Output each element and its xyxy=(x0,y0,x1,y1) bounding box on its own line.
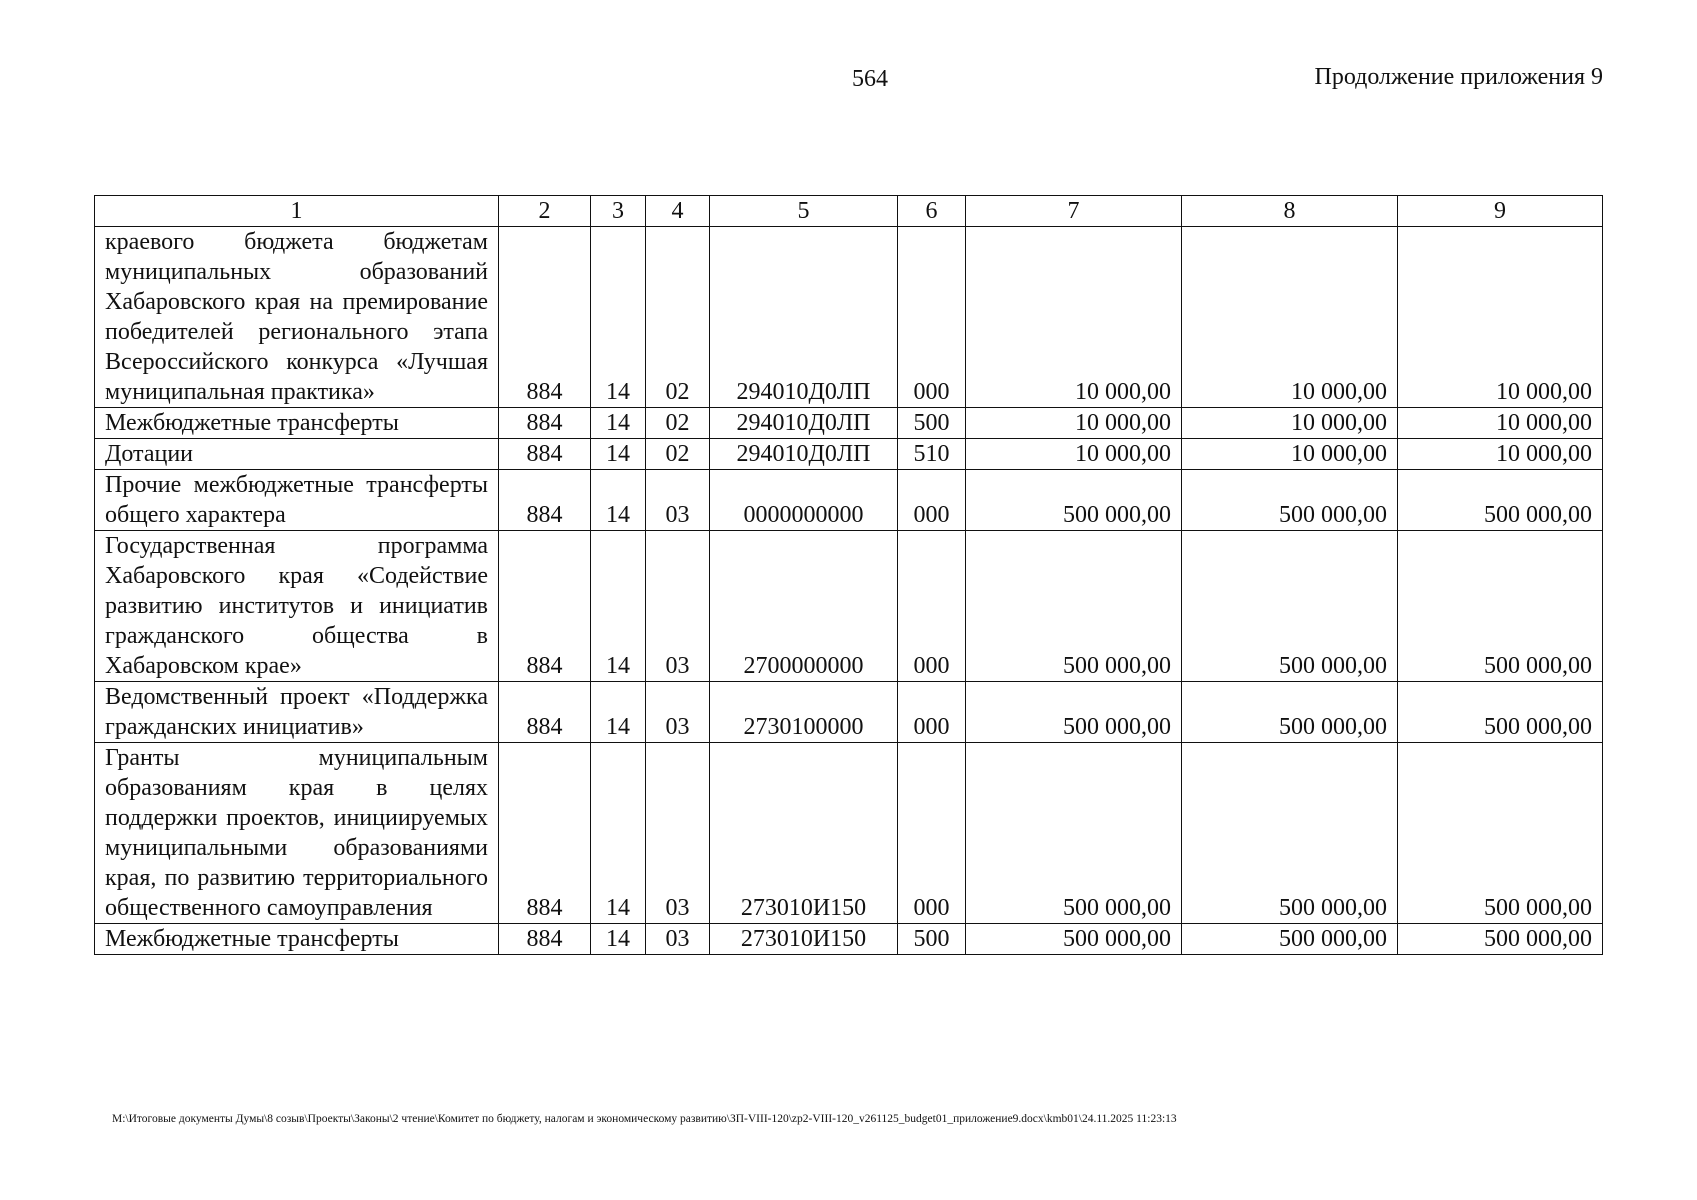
cell-amount-7: 500 000,00 xyxy=(966,682,1182,743)
cell-amount-7: 10 000,00 xyxy=(966,227,1182,408)
cell-expense-type: 500 xyxy=(898,408,966,439)
column-header: 4 xyxy=(646,196,710,227)
cell-amount-8: 10 000,00 xyxy=(1182,227,1398,408)
table-row xyxy=(95,227,1603,408)
cell-target-code: 2730100000 xyxy=(710,682,898,743)
cell-amount-9: 500 000,00 xyxy=(1398,531,1603,682)
table-row xyxy=(95,924,1603,955)
cell-admin-code: 884 xyxy=(499,924,591,955)
budget-table xyxy=(94,195,1603,955)
cell-target-code: 273010И150 xyxy=(710,743,898,924)
cell-amount-8: 500 000,00 xyxy=(1182,924,1398,955)
cell-expense-type: 000 xyxy=(898,682,966,743)
cell-target-code: 294010Д0ЛП xyxy=(710,439,898,470)
column-header: 7 xyxy=(966,196,1182,227)
cell-subsection: 03 xyxy=(646,682,710,743)
row-name: краевого бюджета бюджетам муниципальных образований Хабаровского края на премирование победителей регионального этапа Всероссийского конкурса «Лучшая муниципальная практика» xyxy=(95,227,499,408)
table-row xyxy=(95,682,1603,743)
column-header: 9 xyxy=(1398,196,1603,227)
cell-admin-code: 884 xyxy=(499,531,591,682)
file-path-footer: M:\Итоговые документы Думы\8 созыв\Проекты\Законы\2 чтение\Комитет по бюджету, налогам и экономическому развитию\ЗП-VIII-120\zp2-VIII-120_v261125_budget01_приложение9.docx\kmb01\24.11.2025 11:23:13 xyxy=(112,1113,1177,1125)
cell-subsection: 03 xyxy=(646,531,710,682)
row-name: Межбюджетные трансферты xyxy=(95,924,499,955)
cell-target-code: 294010Д0ЛП xyxy=(710,408,898,439)
column-header: 2 xyxy=(499,196,591,227)
table-row xyxy=(95,743,1603,924)
cell-admin-code: 884 xyxy=(499,439,591,470)
cell-target-code: 273010И150 xyxy=(710,924,898,955)
cell-expense-type: 000 xyxy=(898,470,966,531)
column-header: 5 xyxy=(710,196,898,227)
table-row xyxy=(95,439,1603,470)
row-name: Ведомственный проект «Поддержка гражданских инициатив» xyxy=(95,682,499,743)
cell-admin-code: 884 xyxy=(499,227,591,408)
cell-subsection: 02 xyxy=(646,439,710,470)
column-header: 8 xyxy=(1182,196,1398,227)
cell-amount-7: 500 000,00 xyxy=(966,470,1182,531)
cell-amount-9: 500 000,00 xyxy=(1398,470,1603,531)
cell-expense-type: 500 xyxy=(898,924,966,955)
cell-amount-8: 10 000,00 xyxy=(1182,408,1398,439)
cell-amount-9: 10 000,00 xyxy=(1398,408,1603,439)
cell-amount-9: 500 000,00 xyxy=(1398,743,1603,924)
cell-amount-8: 500 000,00 xyxy=(1182,682,1398,743)
row-name: Прочие межбюджетные трансферты общего характера xyxy=(95,470,499,531)
cell-expense-type: 000 xyxy=(898,743,966,924)
appendix-continuation-title: Продолжение приложения 9 xyxy=(1314,64,1603,90)
row-name: Дотации xyxy=(95,439,499,470)
cell-amount-7: 500 000,00 xyxy=(966,924,1182,955)
cell-subsection: 02 xyxy=(646,408,710,439)
cell-subsection: 03 xyxy=(646,924,710,955)
cell-admin-code: 884 xyxy=(499,682,591,743)
table-row xyxy=(95,408,1603,439)
cell-expense-type: 000 xyxy=(898,227,966,408)
cell-section: 14 xyxy=(591,743,646,924)
table-row xyxy=(95,470,1603,531)
cell-section: 14 xyxy=(591,408,646,439)
cell-target-code: 0000000000 xyxy=(710,470,898,531)
cell-section: 14 xyxy=(591,439,646,470)
cell-target-code: 294010Д0ЛП xyxy=(710,227,898,408)
cell-admin-code: 884 xyxy=(499,470,591,531)
cell-subsection: 03 xyxy=(646,743,710,924)
table-row xyxy=(95,531,1603,682)
cell-expense-type: 000 xyxy=(898,531,966,682)
cell-amount-7: 10 000,00 xyxy=(966,408,1182,439)
cell-amount-7: 500 000,00 xyxy=(966,531,1182,682)
cell-amount-8: 500 000,00 xyxy=(1182,743,1398,924)
cell-target-code: 2700000000 xyxy=(710,531,898,682)
cell-section: 14 xyxy=(591,470,646,531)
cell-amount-9: 500 000,00 xyxy=(1398,682,1603,743)
table-header-row xyxy=(95,196,1603,227)
cell-subsection: 02 xyxy=(646,227,710,408)
cell-admin-code: 884 xyxy=(499,743,591,924)
cell-amount-9: 500 000,00 xyxy=(1398,924,1603,955)
cell-admin-code: 884 xyxy=(499,408,591,439)
cell-amount-8: 10 000,00 xyxy=(1182,439,1398,470)
cell-section: 14 xyxy=(591,924,646,955)
row-name: Межбюджетные трансферты xyxy=(95,408,499,439)
row-name: Государственная программа Хабаровского края «Содействие развитию институтов и инициатив гражданского общества в Хабаровском крае» xyxy=(95,531,499,682)
column-header: 6 xyxy=(898,196,966,227)
cell-amount-7: 500 000,00 xyxy=(966,743,1182,924)
cell-amount-9: 10 000,00 xyxy=(1398,227,1603,408)
cell-amount-7: 10 000,00 xyxy=(966,439,1182,470)
row-name: Гранты муниципальным образованиям края в целях поддержки проектов, инициируемых муниципальными образованиями края, по развитию территориального общественного самоуправления xyxy=(95,743,499,924)
column-header: 1 xyxy=(95,196,499,227)
cell-amount-9: 10 000,00 xyxy=(1398,439,1603,470)
cell-amount-8: 500 000,00 xyxy=(1182,531,1398,682)
cell-subsection: 03 xyxy=(646,470,710,531)
cell-amount-8: 500 000,00 xyxy=(1182,470,1398,531)
column-header: 3 xyxy=(591,196,646,227)
cell-expense-type: 510 xyxy=(898,439,966,470)
page-number: 564 xyxy=(852,66,888,92)
cell-section: 14 xyxy=(591,227,646,408)
cell-section: 14 xyxy=(591,531,646,682)
cell-section: 14 xyxy=(591,682,646,743)
